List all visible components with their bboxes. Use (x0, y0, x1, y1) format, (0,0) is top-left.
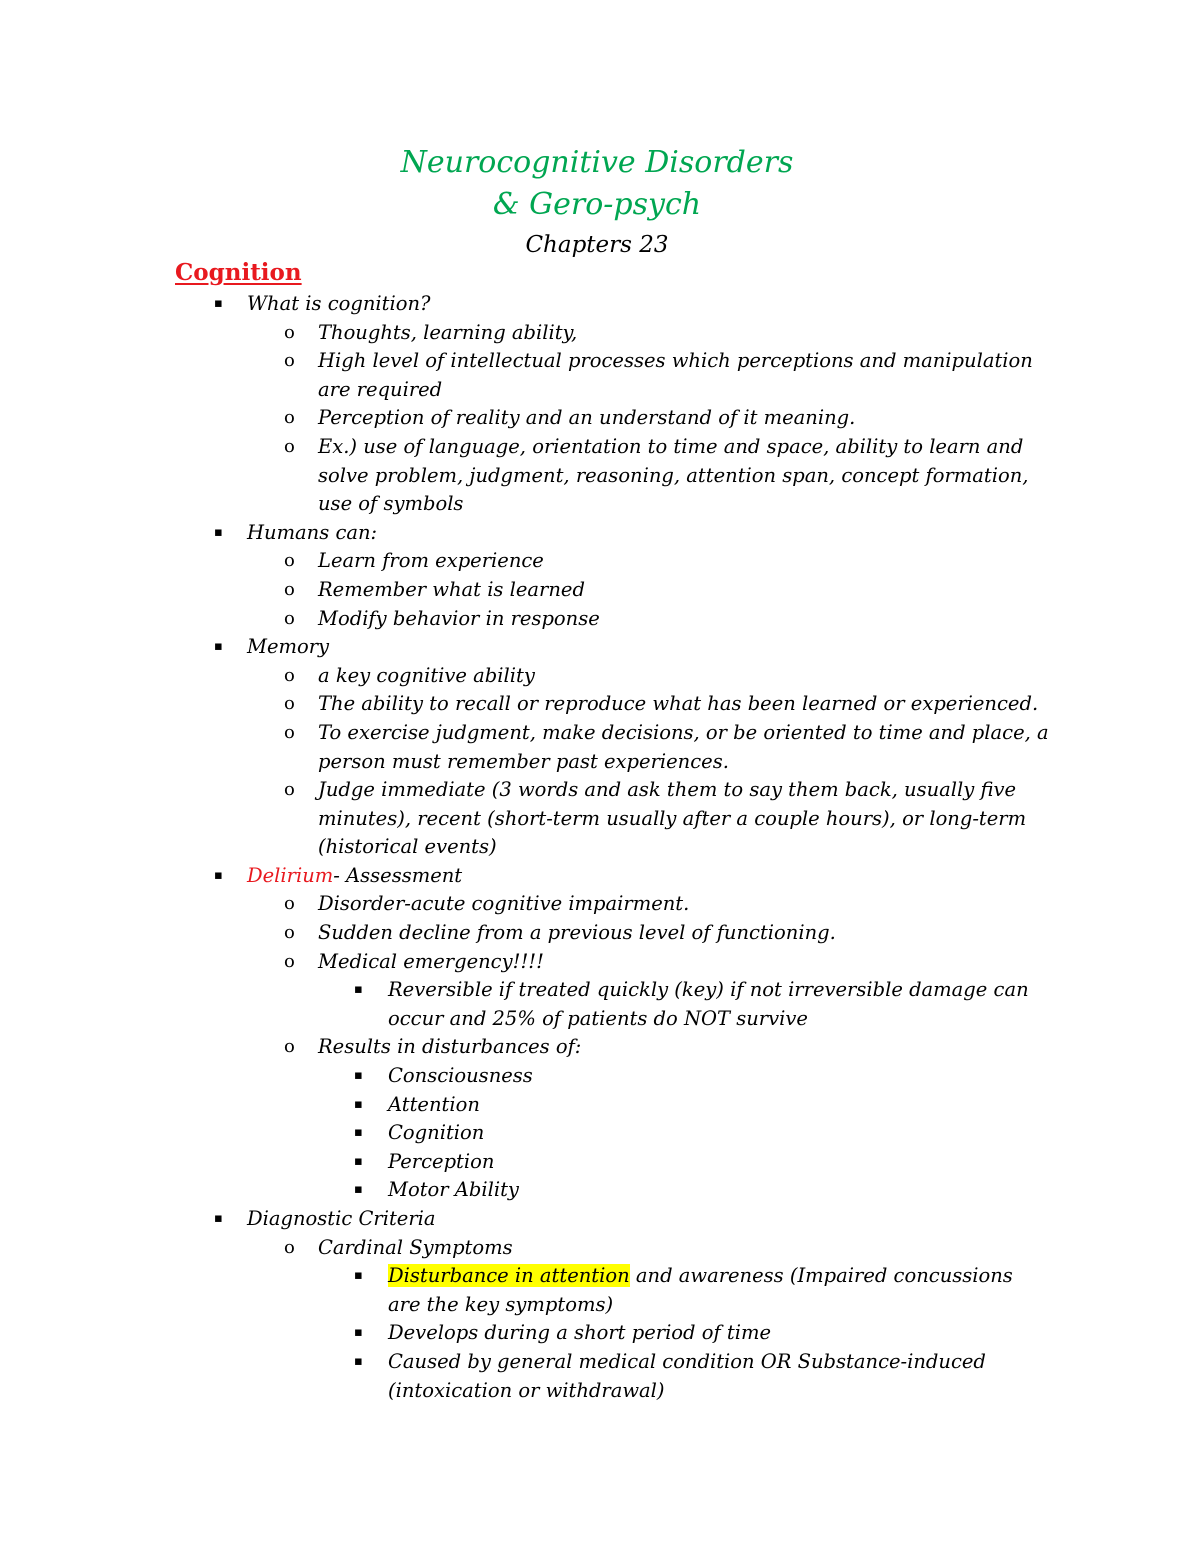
list-item-continuation (0, 1377, 1200, 1406)
list-item-text: Perception of reality and an understand of it meaning. (318, 406, 856, 430)
list-item-continuation (0, 805, 1200, 834)
circle-bullet-icon: o (284, 1236, 295, 1258)
circle-bullet-icon: o (284, 350, 295, 372)
square-bullet-icon: ▪ (214, 296, 223, 311)
square-bullet-icon: ▪ (214, 524, 223, 540)
list-item (0, 347, 1200, 376)
list-item (0, 1234, 1200, 1263)
circle-bullet-icon: o (284, 664, 295, 686)
circle-bullet-icon: o (284, 607, 295, 629)
list-item-text: Thoughts, learning ability, (318, 320, 578, 344)
list-item-text (388, 1262, 1200, 1291)
list-item-continuation (0, 1291, 1200, 1320)
list-item-text: (historical events) (318, 835, 497, 859)
list-item-text: Cardinal Symptoms (318, 1235, 513, 1259)
list-item (0, 633, 1200, 662)
square-bullet-icon: ▪ (354, 1182, 363, 1198)
list-item (0, 576, 1200, 605)
list-item (0, 1119, 1200, 1148)
list-item-text: To exercise judgment, make decisions, or be oriented to time and place, a (318, 720, 1049, 744)
list-item (0, 719, 1200, 748)
title-block (0, 142, 1194, 264)
list-item (0, 976, 1200, 1005)
circle-bullet-icon: o (284, 922, 295, 944)
list-item-text: Consciousness (388, 1064, 533, 1088)
delirium-term: Delirium (247, 863, 334, 887)
list-item-text: Develops during a short period of time (388, 1321, 771, 1345)
circle-bullet-icon: o (284, 779, 295, 801)
list-item-text: Remember what is learned (318, 577, 585, 601)
delirium-suffix: - Assessment (333, 863, 463, 887)
square-bullet-icon: ▪ (354, 1353, 363, 1369)
square-bullet-icon: ▪ (354, 1153, 363, 1169)
list-item-text: Ex.) use of language, orientation to time and space, ability to learn and (318, 434, 1024, 458)
list-item-continuation (0, 376, 1200, 405)
list-item (0, 1033, 1200, 1062)
square-bullet-icon: ▪ (354, 1268, 363, 1284)
list-item-text: Learn from experience (318, 549, 544, 573)
circle-bullet-icon: o (284, 693, 295, 715)
list-item (0, 862, 1200, 891)
list-item-text: are the key symptoms) (388, 1292, 614, 1316)
section-heading-cognition: Cognition (175, 259, 302, 286)
list-item-text: Judge immediate (3 words and ask them to say them back, usually five (318, 778, 1017, 802)
list-item (0, 1205, 1200, 1234)
list-item-text: Disorder-acute cognitive impairment. (318, 892, 690, 916)
square-bullet-icon: ▪ (214, 867, 223, 883)
list-item (0, 605, 1200, 634)
list-item (0, 1062, 1200, 1091)
highlighted-text: Disturbance in attention (388, 1264, 630, 1288)
circle-bullet-icon: o (284, 321, 295, 343)
list-item-text: High level of intellectual processes which perceptions and manipulation (318, 349, 1033, 373)
list-item-continuation (0, 833, 1200, 862)
list-item-text: Modify behavior in response (318, 606, 600, 630)
list-item-text: Cognition (388, 1121, 485, 1145)
list-item-text: minutes), recent (short-term usually after a couple hours), or long-term (318, 806, 1027, 830)
square-bullet-icon: ▪ (354, 1325, 363, 1341)
list-item-text: Sudden decline from a previous level of functioning. (318, 921, 836, 945)
circle-bullet-icon: o (284, 893, 295, 915)
list-item-text: The ability to recall or reproduce what has been learned or experienced. (318, 692, 1039, 716)
list-item (0, 948, 1200, 977)
circle-bullet-icon: o (284, 1036, 295, 1058)
list-item-text: person must remember past experiences. (318, 749, 729, 773)
list-item (0, 1348, 1200, 1377)
list-item-text: use of symbols (318, 492, 464, 516)
list-item (0, 1319, 1200, 1348)
list-item-text: Perception (388, 1149, 495, 1173)
list-item (0, 290, 1200, 319)
list-item-text: Attention (388, 1092, 480, 1116)
list-item (0, 890, 1200, 919)
list-item (0, 690, 1200, 719)
document-title-line1: Neurocognitive Disorders (400, 145, 794, 180)
list-item-continuation (0, 748, 1200, 777)
square-bullet-icon: ▪ (214, 639, 223, 655)
circle-bullet-icon: o (284, 721, 295, 743)
square-bullet-icon: ▪ (354, 982, 363, 998)
outline-list (0, 290, 1200, 1405)
list-item (0, 404, 1200, 433)
circle-bullet-icon: o (284, 435, 295, 457)
list-item-text: are required (318, 377, 443, 401)
list-item-text: occur and 25% of patients do NOT survive (388, 1006, 808, 1030)
list-item-text: Medical emergency!!!! (318, 949, 544, 973)
list-item (0, 662, 1200, 691)
list-item-text (247, 862, 1200, 891)
list-item-text: Memory (247, 635, 330, 659)
circle-bullet-icon: o (284, 407, 295, 429)
square-bullet-icon: ▪ (354, 1068, 363, 1084)
square-bullet-icon: ▪ (214, 1211, 223, 1226)
list-item-text: Caused by general medical condition OR Substance-induced (388, 1349, 986, 1373)
list-item-text: Results in disturbances of: (318, 1035, 582, 1059)
list-item-text: a key cognitive ability (318, 663, 535, 687)
list-item (0, 1091, 1200, 1120)
list-item-text: (intoxication or withdrawal) (388, 1378, 665, 1402)
list-item-text: solve problem, judgment, reasoning, attention span, concept formation, (318, 463, 1029, 487)
document-subtitle: Chapters 23 (525, 232, 669, 258)
list-item-continuation (0, 490, 1200, 519)
list-item-text: Motor Ability (388, 1178, 519, 1202)
list-item (0, 919, 1200, 948)
circle-bullet-icon: o (284, 950, 295, 972)
document-title-line2: & Gero-psych (492, 187, 702, 222)
list-item (0, 1176, 1200, 1205)
list-item (0, 547, 1200, 576)
list-item-text: Diagnostic Criteria (247, 1207, 436, 1230)
list-item (0, 1262, 1200, 1291)
list-item-continuation (0, 462, 1200, 491)
list-item-text: What is cognition? (247, 292, 431, 315)
circle-bullet-icon: o (284, 578, 295, 600)
list-item (0, 1148, 1200, 1177)
list-item (0, 319, 1200, 348)
square-bullet-icon: ▪ (354, 1096, 363, 1112)
list-item-text-rest: and awareness (Impaired concussions (629, 1264, 1013, 1288)
list-item (0, 433, 1200, 462)
list-item (0, 776, 1200, 805)
square-bullet-icon: ▪ (354, 1125, 363, 1141)
list-item (0, 519, 1200, 548)
circle-bullet-icon: o (284, 550, 295, 572)
list-item-continuation (0, 1005, 1200, 1034)
list-item-text: Reversible if treated quickly (key) if not irreversible damage can (388, 978, 1029, 1002)
list-item-text: Humans can: (247, 520, 378, 544)
